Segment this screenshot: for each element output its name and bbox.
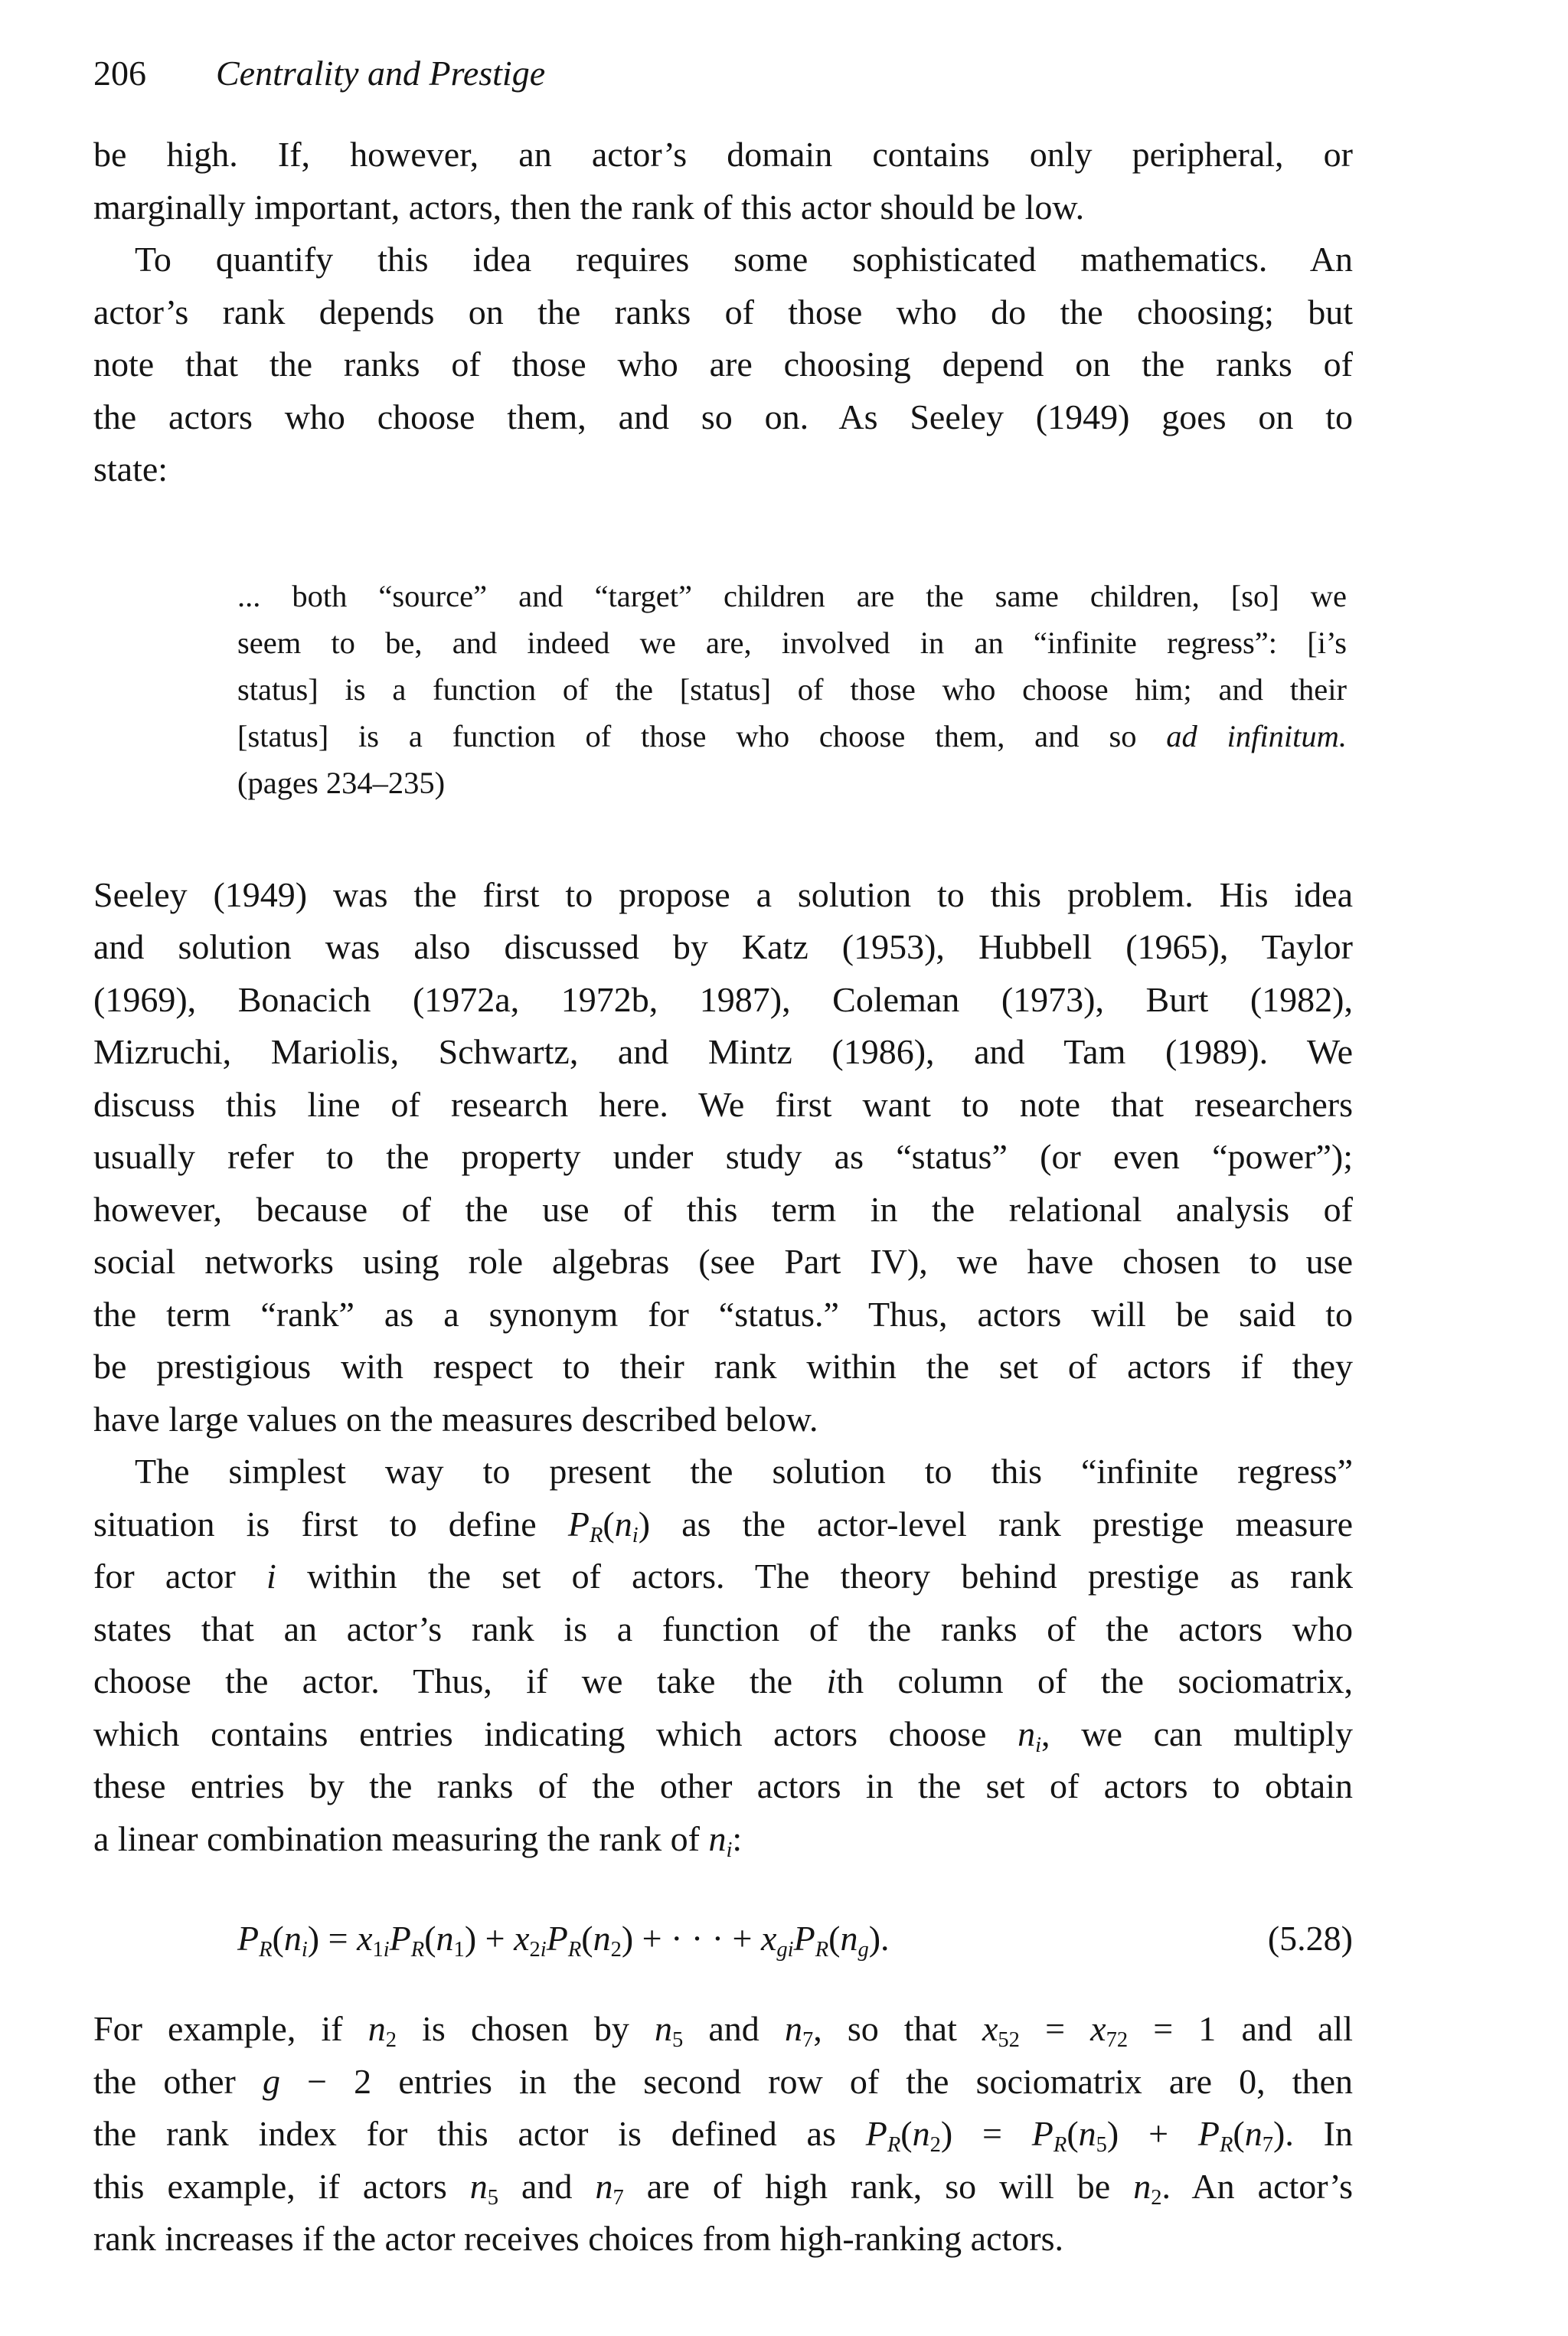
text-line: usually refer to the property under study as “status” (or even “power”); <box>93 1137 1353 1176</box>
running-header <box>93 51 545 96</box>
text-line: this example, if actors $n_5$ and $n_7$ are of high rank, so will be $n_2$. An actor’s <box>93 2166 1353 2210</box>
text-line: choose the actor. Thus, if we take the ith column of the sociomatrix, <box>93 1661 1353 1701</box>
equation-formula: $P_R(n_i) = x_{1i}P_R(n_1) + x_{2i}P_R(n_2)$ + · · · + $x_{gi}P_R(n_g)$. <box>237 1919 890 1962</box>
paragraph-3 <box>93 869 1353 1446</box>
paragraph-1 <box>93 129 1353 234</box>
text-line: situation is first to define $P_R(n_i)$ as the actor-level rank prestige measure <box>93 1504 1353 1547</box>
text-line: be prestigious with respect to their rank within the set of actors if they <box>93 1347 1353 1386</box>
text-line: (1969), Bonacich (1972a, 1972b, 1987), Coleman (1973), Burt (1982), <box>93 979 1353 1019</box>
text-line: the actors who choose them, and so on. As Seeley (1949) goes on to <box>93 397 1353 436</box>
running-title: Centrality and Prestige <box>216 54 546 93</box>
paragraph-5 <box>93 2003 1353 2266</box>
text-line: For example, if $n_2$ is chosen by $n_5$ and $n_7$, so that $x_{52} = x_{72} = 1$ and all <box>93 2009 1353 2052</box>
text-line: be high. If, however, an actor’s domain contains only peripheral, or <box>93 135 1353 174</box>
text-line: the term “rank” as a synonym for “status.” Thus, actors will be said to <box>93 1294 1353 1334</box>
quote-line <box>237 713 1347 760</box>
paragraph-2 <box>93 234 1353 496</box>
text-line: and solution was also discussed by Katz (1953), Hubbell (1965), Taylor <box>93 927 1353 966</box>
page-body <box>93 129 1353 2266</box>
text-line: the other g − 2 entries in the second row of the sociomatrix are 0, then <box>93 2061 1353 2101</box>
equation-number: (5.28) <box>1267 1919 1353 1958</box>
text-line: To quantify this idea requires some sophisticated mathematics. An <box>135 240 1353 279</box>
text-line: states that an actor’s rank is a function of the ranks of the actors who <box>93 1609 1353 1648</box>
block-quote <box>93 573 1353 806</box>
text-line: rank increases if the actor receives choices from high-ranking actors. <box>93 2219 1063 2258</box>
text-line: discuss this line of research here. We first want to note that researchers <box>93 1084 1353 1124</box>
text-line: note that the ranks of those who are choosing depend on the ranks of <box>93 345 1353 384</box>
text-line: actor’s rank depends on the ranks of those who do the choosing; but <box>93 292 1353 332</box>
text-line: Mizruchi, Mariolis, Schwartz, and Mintz (1986), and Tam (1989). We <box>93 1032 1353 1071</box>
text-line: marginally important, actors, then the rank of this actor should be low. <box>93 187 1085 227</box>
text-line: which contains entries indicating which actors choose $n_i$, we can multiply <box>93 1714 1353 1757</box>
text-line: Seeley (1949) was the first to propose a solution to this problem. His idea <box>93 874 1353 914</box>
quote-italic-text: ad infinitum. <box>1166 718 1347 753</box>
text-line: The simplest way to present the solution to this “infinite regress” <box>135 1452 1353 1491</box>
text-line: the rank index for this actor is defined as $P_R(n_2) = P_R(n_5) + P_R(n_7)$. In <box>93 2114 1353 2157</box>
quote-line: seem to be, and indeed we are, involved in an “infinite regress”: [i’s <box>237 625 1347 660</box>
text-line: however, because of the use of this term in the relational analysis of <box>93 1189 1353 1229</box>
quote-text: [status] is a function of those who choose them, and so <box>237 718 1167 753</box>
paragraph-4 <box>93 1446 1353 1865</box>
quote-line: ... both “source” and “target” children are the same children, [so] we <box>237 578 1347 613</box>
text-line: have large values on the measures described below. <box>93 1399 818 1439</box>
quote-citation: (pages 234–235) <box>237 765 446 800</box>
text-line: a linear combination measuring the rank of $n_i$: <box>93 1818 743 1862</box>
text-line: these entries by the ranks of the other actors in the set of actors to obtain <box>93 1766 1353 1805</box>
text-line: for actor i within the set of actors. The theory behind prestige as rank <box>93 1557 1353 1596</box>
text-line: state: <box>93 449 168 488</box>
quote-line: status] is a function of the [status] of those who choose him; and their <box>237 671 1347 707</box>
text-line: social networks using role algebras (see Part IV), we have chosen to use <box>93 1242 1353 1281</box>
equation-5-28 <box>93 1893 1353 1985</box>
page-number: 206 <box>93 54 146 93</box>
